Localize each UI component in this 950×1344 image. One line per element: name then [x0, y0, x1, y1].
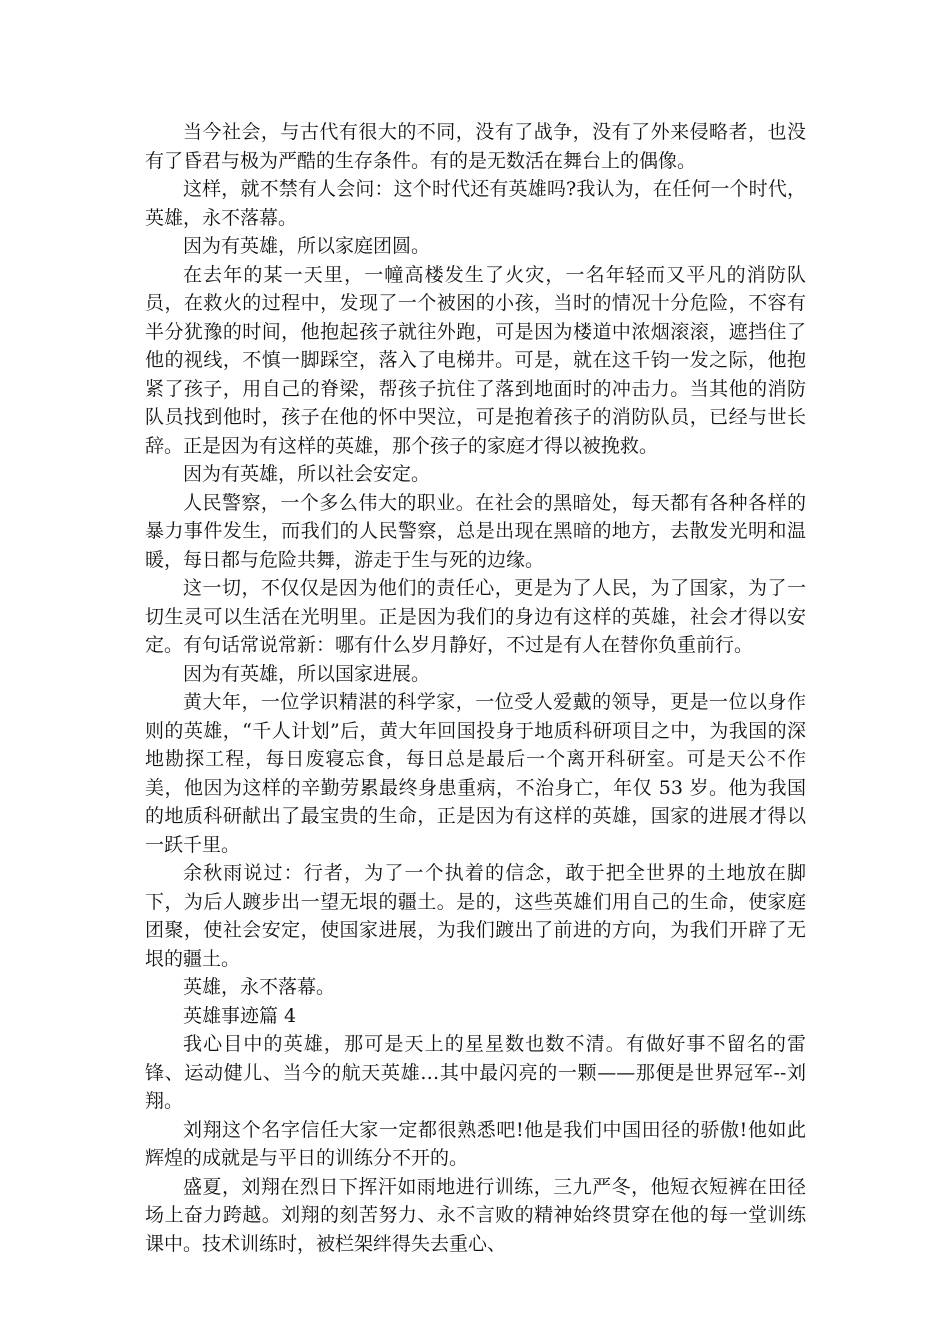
section-heading: 英雄事迹篇 4 — [183, 1004, 297, 1027]
paragraph: 我心目中的英雄，那可是天上的星星数也数不清。有做好事不留名的雷锋、运动健儿、当今的航天英雄…其中最闪亮的一颗——那便是世界冠军--刘翔。 — [145, 1033, 806, 1112]
paragraph: 在去年的某一天里，一幢高楼发生了火灾，一名年轻而又平凡的消防队员，在救火的过程中，发现了一个被困的小孩，当时的情况十分危险，不容有半分犹豫的时间，他抱起孩子就往外跑，可是因为楼道中浓烟滚滚，遮挡住了他的视线，不慎一脚踩空，落入了电梯井。可是，就在这千钧一发之际，他抱紧了孩子，用自己的脊梁，帮孩子抗住了落到地面时的冲击力。当其他的消防队员找到他时，孩子在他的怀中哭泣，可是抱着孩子的消防队员，已经与世长辞。正是因为有这样的英雄，那个孩子的家庭才得以被挽救。 — [145, 263, 806, 457]
paragraph: 余秋雨说过：行者，为了一个执着的信念，敢于把全世界的土地放在脚下，为后人踱步出一望无垠的疆土。是的，这些英雄们用自己的生命，使家庭团聚，使社会安定，使国家进展，为我们踱出了前进的方向，为我们开辟了无垠的疆土。 — [145, 862, 806, 970]
paragraph: 黄大年，一位学识精湛的科学家，一位受人爱戴的领导，更是一位以身作则的英雄，“千人计划”后，黄大年回国投身于地质科研项目之中，为我国的深地勘探工程，每日废寝忘食，每日总是最后一个离开科研室。可是天公不作美，他因为这样的辛勤劳累最终身患重病，不治身亡，年仅 53 岁。他为我国的地质科研献出了最宝贵的生命，正是因为有这样的英雄，国家的进展才得以一跃千里。 — [145, 691, 806, 856]
paragraph: 当今社会，与古代有很大的不同，没有了战争，没有了外来侵略者，也没有了昏君与极为严酷的生存条件。有的是无数活在舞台上的偶像。 — [145, 121, 806, 172]
paragraph: 因为有英雄，所以国家进展。 — [183, 662, 431, 685]
paragraph: 这样，就不禁有人会问：这个时代还有英雄吗?我认为，在任何一个时代，英雄，永不落幕。 — [145, 178, 806, 229]
paragraph: 因为有英雄，所以社会安定。 — [183, 463, 431, 485]
paragraph: 英雄，永不落幕。 — [183, 976, 336, 998]
document-body — [145, 118, 806, 1258]
paragraph: 这一切，不仅仅是因为他们的责任心，更是为了人民，为了国家，为了一切生灵可以生活在光明里。正是因为我们的身边有这样的英雄，社会才得以安定。有句话常说常新：哪有什么岁月静好，不过是有人在替你负重前行。 — [145, 577, 806, 656]
paragraph: 盛夏，刘翔在烈日下挥汗如雨地进行训练，三九严冬，他短衣短裤在田径场上奋力跨越。刘翔的刻苦努力、永不言败的精神始终贯穿在他的每一堂训练课中。技术训练时，被栏架绊得失去重心、 — [145, 1175, 806, 1255]
paragraph: 刘翔这个名字信任大家一定都很熟悉吧!他是我们中国田径的骄傲!他如此辉煌的成就是与平日的训练分不开的。 — [145, 1118, 806, 1169]
paragraph: 因为有英雄，所以家庭团圆。 — [183, 235, 431, 257]
paragraph: 人民警察，一个多么伟大的职业。在社会的黑暗处，每天都有各种各样的暴力事件发生，而我们的人民警察，总是出现在黑暗的地方，去散发光明和温暖，每日都与危险共舞，游走于生与死的边缘。 — [145, 491, 806, 571]
